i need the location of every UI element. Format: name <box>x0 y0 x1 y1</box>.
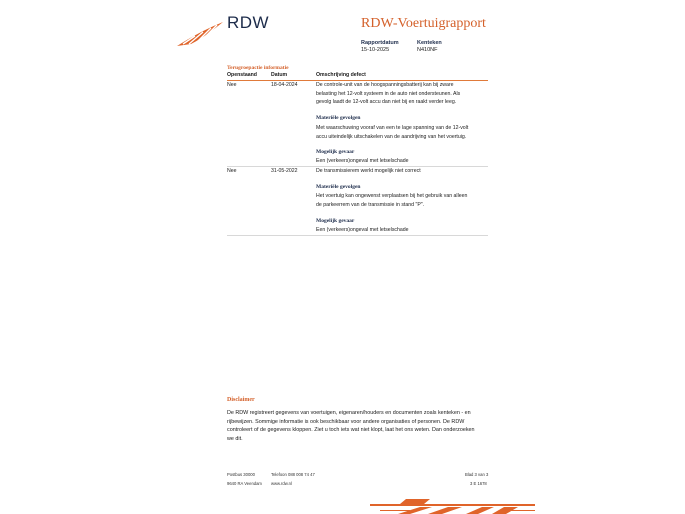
row-2-consequences: Het voertuig kan ongewenst verplaatsen bij het gebruik van alleen de parkeerrem van de transmissie in stand "P". <box>316 193 468 208</box>
report-date-label: Rapportdatum <box>361 40 399 46</box>
row-1-danger: Een (verkeers)ongeval met letselschade <box>316 158 409 164</box>
plate-label: Kenteken <box>417 40 442 46</box>
column-header-defect: Omschrijving defect <box>316 72 366 78</box>
row-2-danger: Een (verkeers)ongeval met letselschade <box>316 227 409 233</box>
footer-phone: Telefoon 088 008 74 47 <box>271 472 315 477</box>
disclaimer-title: Disclaimer <box>227 397 255 403</box>
row-1-consequences: Met waarschuwing vooraf van een te lage spanning van de 12-volt accu uiteindelijk uitschakelen van de aandrijving van het voertuig. <box>316 125 469 140</box>
report-title: RDW-Voertuigrapport <box>361 16 486 31</box>
footer-code: 3 E 1678 <box>470 481 487 486</box>
row-1-danger-title: Mogelijk gevaar <box>316 149 355 155</box>
report-date-value: 15-10-2025 <box>361 47 390 53</box>
row-1-date: 18-04-2024 <box>271 82 298 88</box>
row-1-consequences-title: Materiële gevolgen <box>316 115 361 121</box>
row-2-defect: De transmissierem werkt mogelijk niet correct <box>316 168 421 174</box>
row-divider <box>227 235 488 236</box>
row-2-date: 31-05-2022 <box>271 168 298 174</box>
footer-page-number: Blad 3 van 3 <box>465 472 489 477</box>
disclaimer-text: De RDW registreert gegevens van voertuigen, eigenaren/houders en documenten zoals kenteken - en rijbewijzen. Sommige informatie is ook beschikbaar voor andere organisaties of personen. De RDW controleert of de gegevens kloppen. Ziet u toch iets wat niet klopt, laat het ons weten. Dan onderzoeken we dit. <box>227 410 475 443</box>
column-header-date: Datum <box>271 72 288 78</box>
logo-text: RDW <box>227 13 270 32</box>
column-header-open: Openstaand <box>227 72 257 78</box>
row-2-open: Nee <box>227 168 237 174</box>
footer-city: 9640 RA Veendam <box>227 481 262 486</box>
row-2-danger-title: Mogelijk gevaar <box>316 218 355 224</box>
recall-section-title: Terugroepactie informatie <box>227 65 289 71</box>
row-1-defect: De controle-unit van de hoogspanningsbatterij kan bij zware belasting het 12-volt systeem in de auto niet ondersteunen. Als gevolg laadt de 12-volt accu dan niet bij en raakt verder leeg. <box>316 82 461 106</box>
decorative-stripes-icon <box>370 498 535 514</box>
footer-web[interactable]: www.rdw.nl <box>271 481 292 486</box>
row-1-open: Nee <box>227 82 237 88</box>
row-2-consequences-title: Materiële gevolgen <box>316 184 361 190</box>
footer-postbus: Postbus 30000 <box>227 472 255 477</box>
rdw-logo-icon <box>177 20 223 48</box>
plate-value: N410NF <box>417 47 438 53</box>
